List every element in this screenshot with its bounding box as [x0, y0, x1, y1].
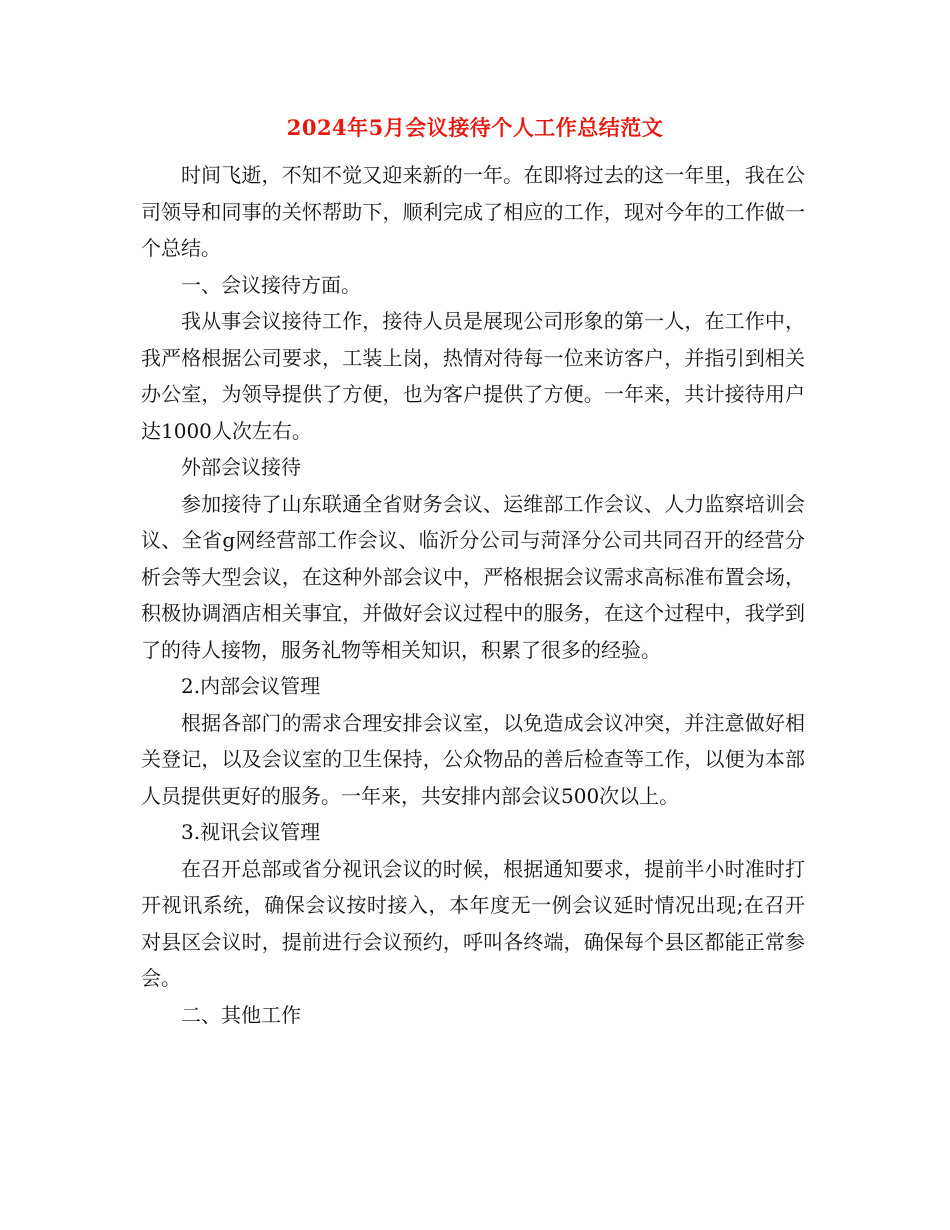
paragraph-intro: 时间飞逝，不知不觉又迎来新的一年。在即将过去的这一年里，我在公司领导和同事的关怀帮助下，顺利完成了相应的工作，现对今年的工作做一个总结。 [141, 163, 805, 260]
document-body [141, 157, 805, 1033]
paragraph-internal-meetings: 根据各部门的需求合理安排会议室，以免造成会议冲突，并注意做好相关登记，以及会议室的卫生保持，公众物品的善后检查等工作，以便为本部人员提供更好的服务。一年来，共安排内部会议500次以上。 [141, 710, 805, 808]
paragraph-external-meetings: 参加接待了山东联通全省财务会议、运维部工作会议、人力监察培训会议、全省g网经营部工作会议、临沂分公司与菏泽分公司共同召开的经营分析会等大型会议，在这种外部会议中，严格根据会议需求高标准布置会场，积极协调酒店相关事宜，并做好会议过程中的服务，在这个过程中，我学到了的待人接物，服务礼物等相关知识，积累了很多的经验。 [141, 491, 805, 662]
document-title: 2024年5月会议接待个人工作总结范文 [286, 115, 664, 140]
heading-meeting-reception: 一、会议接待方面。 [181, 272, 361, 297]
paragraph-video-meetings: 在召开总部或省分视讯会议的时候，根据通知要求，提前半小时准时打开视讯系统，确保会议按时接入，本年度无一例会议延时情况出现;在召开对县区会议时，提前进行会议预约，呼叫各终端，确保每个县区都能正常参会。 [141, 856, 805, 990]
paragraph-reception-work: 我从事会议接待工作，接待人员是展现公司形象的第一人，在工作中，我严格根据公司要求，工装上岗，热情对待每一位来访客户，并指引到相关办公室，为领导提供了方便，也为客户提供了方便。一年来，共计接待用户达1000人次左右。 [141, 309, 805, 443]
heading-video-meetings: 3.视讯会议管理 [181, 820, 321, 844]
heading-external-meetings: 外部会议接待 [181, 455, 301, 479]
heading-other-work: 二、其他工作 [181, 1002, 301, 1027]
heading-internal-meetings: 2.内部会议管理 [181, 674, 321, 698]
